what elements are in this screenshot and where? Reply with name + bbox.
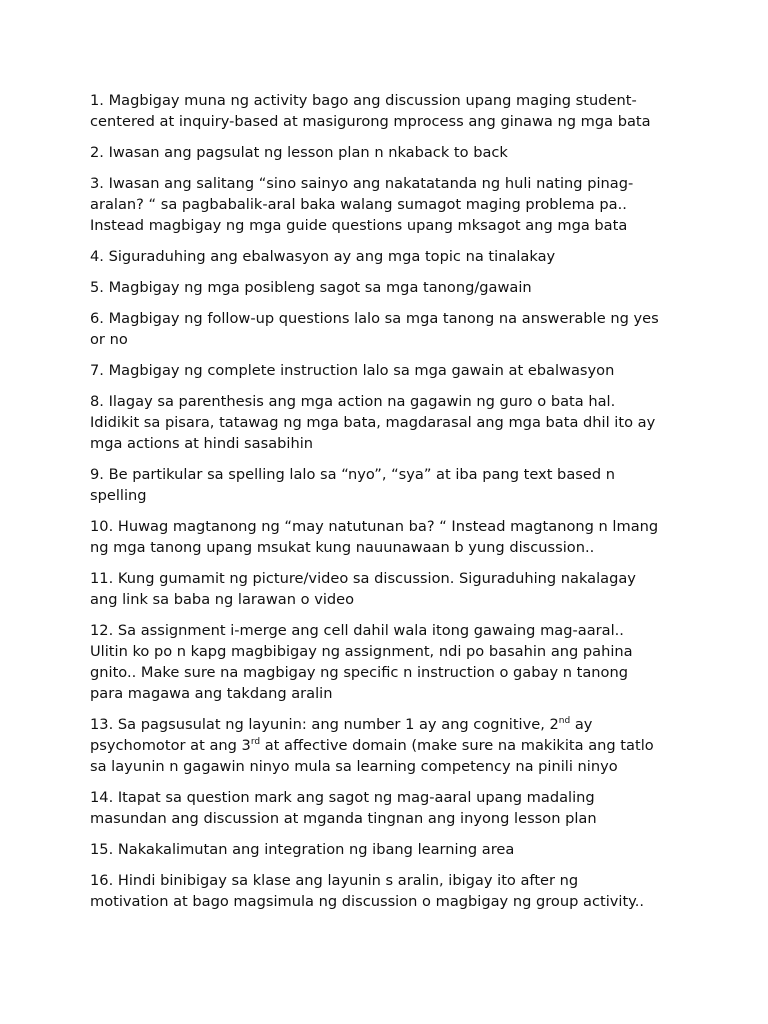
list-item-9: 9. Be partikular sa spelling lalo sa “nyo”, “sya” at iba pang text based n spelling xyxy=(90,466,615,504)
list-item-2: 2. Iwasan ang pagsulat ng lesson plan n nkaback to back xyxy=(90,144,508,161)
list-item-10: 10. Huwag magtanong ng “may natutunan ba? “ Instead magtanong n lmang ng mga tanong upang msukat kung nauunawaan b yung discussion.. xyxy=(90,518,659,556)
list-item-13 xyxy=(90,714,690,777)
list-item-16: 16. Hindi binibigay sa klase ang layunin s aralin, ibigay ito after ng motivation at bago magsimula ng discussion o magbigay ng group activity.. xyxy=(90,872,644,910)
list-item-4: 4. Siguraduhing ang ebalwasyon ay ang mga topic na tinalakay xyxy=(90,248,556,265)
list-item-11: 11. Kung gumamit ng picture/video sa discussion. Siguraduhing nakalagay ang link sa baba ng larawan o video xyxy=(90,570,636,608)
list-item-8: 8. Ilagay sa parenthesis ang mga action na gagawin ng guro o bata hal. Ididikit sa pisara, tatawag ng mga bata, magdarasal ang mga bata dhil ito ay mga actions at hindi sasabihin xyxy=(90,393,656,452)
list-item-6: 6. Magbigay ng follow-up questions lalo sa mga tanong na answerable ng yes or no xyxy=(90,310,659,348)
list-item-13-text-b: ay psychomotor at ang 3 xyxy=(90,716,593,754)
list-item-5: 5. Magbigay ng mga posibleng sagot sa mga tanong/gawain xyxy=(90,279,532,296)
list-item-15: 15. Nakakalimutan ang integration ng ibang learning area xyxy=(90,841,515,858)
superscript-nd: nd xyxy=(558,716,571,726)
list-item-13-text-c: at affective domain (make sure na makikita ang tatlo sa layunin n gagawin ninyo mula sa learning competency na pinili ninyo xyxy=(90,737,654,775)
superscript-rd: rd xyxy=(250,737,261,747)
list-item-14: 14. Itapat sa question mark ang sagot ng mag-aaral upang madaling masundan ang discussion at mganda tingnan ang inyong lesson plan xyxy=(90,789,597,827)
list-item-13-text-a: 13. Sa pagsusulat ng layunin: ang number 1 ay ang cognitive, 2 xyxy=(90,716,559,733)
list-item-7: 7. Magbigay ng complete instruction lalo sa mga gawain at ebalwasyon xyxy=(90,362,615,379)
document-page xyxy=(90,90,690,922)
list-item-3: 3. Iwasan ang salitang “sino sainyo ang nakatatanda ng huli nating pinag- aralan? “ sa pagbabalik-aral baka walang sumagot maging problema pa.. Instead magbigay ng mga guide questions upang mksagot ang mga bata xyxy=(90,175,634,234)
list-item-12: 12. Sa assignment i-merge ang cell dahil wala itong gawaing mag-aaral.. Ulitin ko po n kapg magbibigay ng assignment, ndi po basahin ang pahina gnito.. Make sure na magbigay ng specific n instruction o gabay n tanong para magawa ang takdang aralin xyxy=(90,622,633,702)
list-item-1: 1. Magbigay muna ng activity bago ang discussion upang maging student- centered at inquiry-based at masigurong mprocess ang ginawa ng mga bata xyxy=(90,92,651,130)
